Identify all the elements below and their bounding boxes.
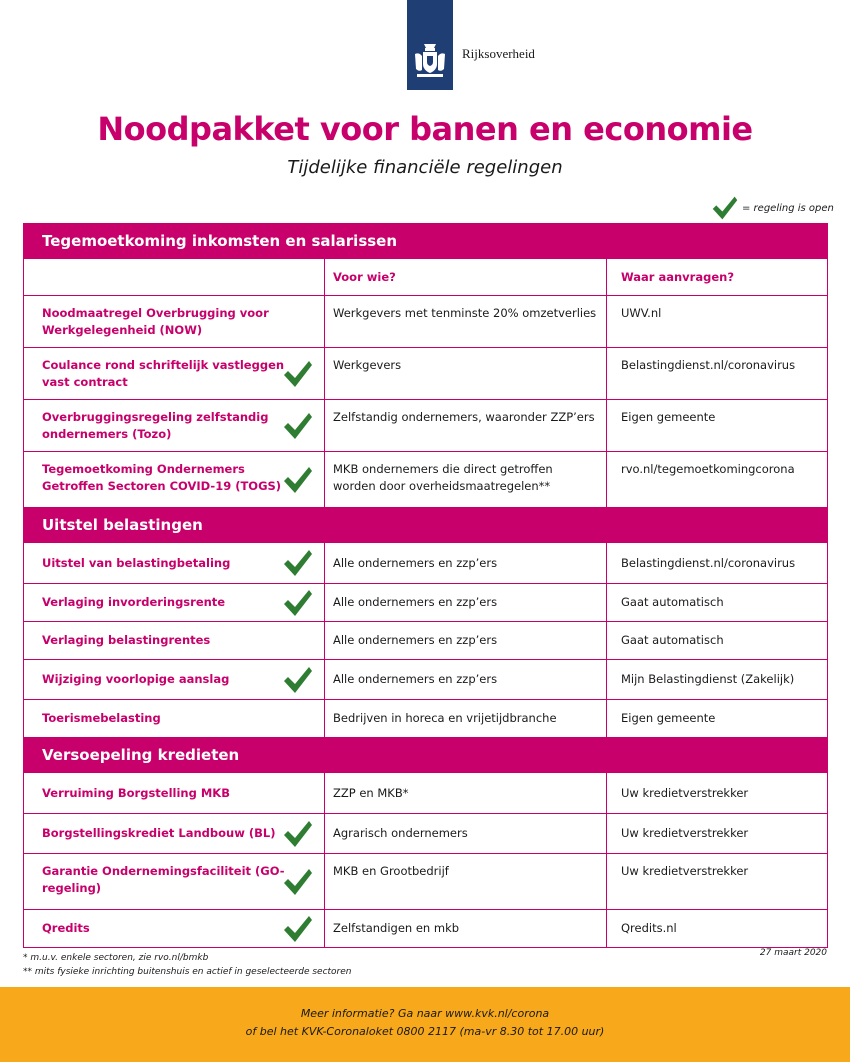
footnote-1: * m.u.v. enkele sectoren, zie rvo.nl/bmkb bbox=[23, 953, 209, 963]
measure-name bbox=[24, 584, 324, 621]
footnotes bbox=[23, 951, 352, 979]
apply-location: Gaat automatisch bbox=[606, 584, 827, 621]
table-row bbox=[24, 659, 827, 699]
target-group: MKB ondernemers die direct getroffen worden door overheidsmaatregelen** bbox=[324, 452, 606, 507]
legend bbox=[710, 194, 834, 222]
section-header: Tegemoetkoming inkomsten en salarissen bbox=[24, 223, 827, 259]
measures-table bbox=[23, 223, 828, 948]
target-group: Werkgevers met tenminste 20% omzetverlies bbox=[324, 296, 606, 347]
measure-name-text: Garantie Ondernemingsfaciliteit (GO-regeling) bbox=[42, 864, 285, 895]
target-group: Alle ondernemers en zzp’ers bbox=[324, 584, 606, 621]
table-row bbox=[24, 583, 827, 621]
page-subtitle: Tijdelijke financiële regelingen bbox=[287, 157, 563, 178]
measure-name-text: Qredits bbox=[42, 921, 90, 935]
check-icon bbox=[282, 866, 314, 898]
target-group: MKB en Grootbedrijf bbox=[324, 854, 606, 909]
table-row bbox=[24, 813, 827, 853]
coat-of-arms-icon bbox=[413, 40, 447, 80]
table-row bbox=[24, 543, 827, 583]
apply-location: rvo.nl/tegemoetkomingcorona bbox=[606, 452, 827, 507]
measure-name bbox=[24, 854, 324, 909]
measure-name-text: Noodmaatregel Overbrugging voor Werkgelegenheid (NOW) bbox=[42, 306, 269, 337]
target-group: ZZP en MKB* bbox=[324, 773, 606, 813]
target-group: Zelfstandigen en mkb bbox=[324, 910, 606, 947]
measure-name-text: Verlaging invorderingsrente bbox=[42, 595, 226, 609]
target-group: Alle ondernemers en zzp’ers bbox=[324, 660, 606, 699]
measure-name-text: Overbruggingsregeling zelfstandig ondernemers (Tozo) bbox=[42, 410, 269, 441]
apply-location: Gaat automatisch bbox=[606, 622, 827, 659]
apply-location: Eigen gemeente bbox=[606, 700, 827, 737]
target-group: Alle ondernemers en zzp’ers bbox=[324, 622, 606, 659]
measure-name-text: Toerismebelasting bbox=[42, 711, 161, 725]
check-icon bbox=[282, 913, 314, 945]
apply-location: Belastingdienst.nl/coronavirus bbox=[606, 348, 827, 399]
measure-name bbox=[24, 452, 324, 507]
measure-name bbox=[24, 348, 324, 399]
measure-name-text: Verruiming Borgstelling MKB bbox=[42, 785, 230, 800]
table-row bbox=[24, 853, 827, 909]
check-icon bbox=[282, 587, 314, 619]
measure-name-text: Uitstel van belastingbetaling bbox=[42, 555, 231, 570]
table-row bbox=[24, 699, 827, 737]
apply-location: Qredits.nl bbox=[606, 910, 827, 947]
measure-name bbox=[24, 660, 324, 699]
column-header-where: Waar aanvragen? bbox=[606, 259, 827, 295]
target-group: Bedrijven in horeca en vrijetijdbranche bbox=[324, 700, 606, 737]
check-icon bbox=[282, 547, 314, 579]
section-header: Uitstel belastingen bbox=[24, 507, 827, 543]
table-row bbox=[24, 909, 827, 947]
measure-name-text: Verlaging belastingrentes bbox=[42, 633, 211, 647]
measure-name bbox=[24, 543, 324, 583]
table-row bbox=[24, 295, 827, 347]
table-row bbox=[24, 773, 827, 813]
rijksoverheid-logo bbox=[407, 0, 453, 90]
footer bbox=[0, 987, 850, 1062]
footer-line-2: of bel het KVK-Coronaloket 0800 2117 (ma-vr 8.30 tot 17.00 uur) bbox=[245, 1025, 605, 1038]
column-header-row bbox=[24, 259, 827, 295]
measure-name bbox=[24, 700, 324, 737]
column-header-who: Voor wie? bbox=[324, 259, 606, 295]
check-icon bbox=[282, 818, 314, 850]
measure-name-text: Borgstellingskrediet Landbouw (BL) bbox=[42, 826, 276, 840]
measure-name-text: Tegemoetkoming Ondernemers Getroffen Sectoren COVID-19 (TOGS) bbox=[42, 462, 282, 493]
measure-name bbox=[24, 910, 324, 947]
table-row bbox=[24, 451, 827, 507]
measure-name bbox=[24, 400, 324, 451]
apply-location: UWV.nl bbox=[606, 296, 827, 347]
check-icon bbox=[282, 410, 314, 442]
check-icon bbox=[282, 358, 314, 390]
apply-location: Belastingdienst.nl/coronavirus bbox=[606, 543, 827, 583]
apply-location: Mijn Belastingdienst (Zakelijk) bbox=[606, 660, 827, 699]
measure-name bbox=[24, 296, 324, 347]
org-name: Rijksoverheid bbox=[462, 46, 535, 61]
apply-location: Uw kredietverstrekker bbox=[606, 854, 827, 909]
measure-name bbox=[24, 622, 324, 659]
footer-line-1: Meer informatie? Ga naar www.kvk.nl/corona bbox=[300, 1007, 550, 1020]
measure-name-text: Coulance rond schriftelijk vastleggen vast contract bbox=[42, 358, 285, 389]
target-group: Alle ondernemers en zzp’ers bbox=[324, 543, 606, 583]
target-group: Zelfstandig ondernemers, waaronder ZZP’ers bbox=[324, 400, 606, 451]
target-group: Werkgevers bbox=[324, 348, 606, 399]
measure-name bbox=[24, 814, 324, 853]
table-row bbox=[24, 347, 827, 399]
target-group: Agrarisch ondernemers bbox=[324, 814, 606, 853]
check-icon bbox=[282, 464, 314, 496]
apply-location: Uw kredietverstrekker bbox=[606, 814, 827, 853]
check-icon bbox=[282, 664, 314, 696]
apply-location: Eigen gemeente bbox=[606, 400, 827, 451]
measure-name bbox=[24, 773, 324, 813]
column-header-measure bbox=[24, 259, 324, 295]
publication-date: 27 maart 2020 bbox=[759, 948, 827, 958]
legend-text: = regeling is open bbox=[742, 202, 834, 214]
check-icon bbox=[710, 194, 740, 222]
footnote-2: ** mits fysieke inrichting buitenshuis en actief in geselecteerde sectoren bbox=[23, 967, 352, 977]
table-row bbox=[24, 399, 827, 451]
measure-name-text: Wijziging voorlopige aanslag bbox=[42, 672, 230, 686]
apply-location: Uw kredietverstrekker bbox=[606, 773, 827, 813]
table-row bbox=[24, 621, 827, 659]
section-header: Versoepeling kredieten bbox=[24, 737, 827, 773]
page-title: Noodpakket voor banen en economie bbox=[97, 110, 753, 148]
